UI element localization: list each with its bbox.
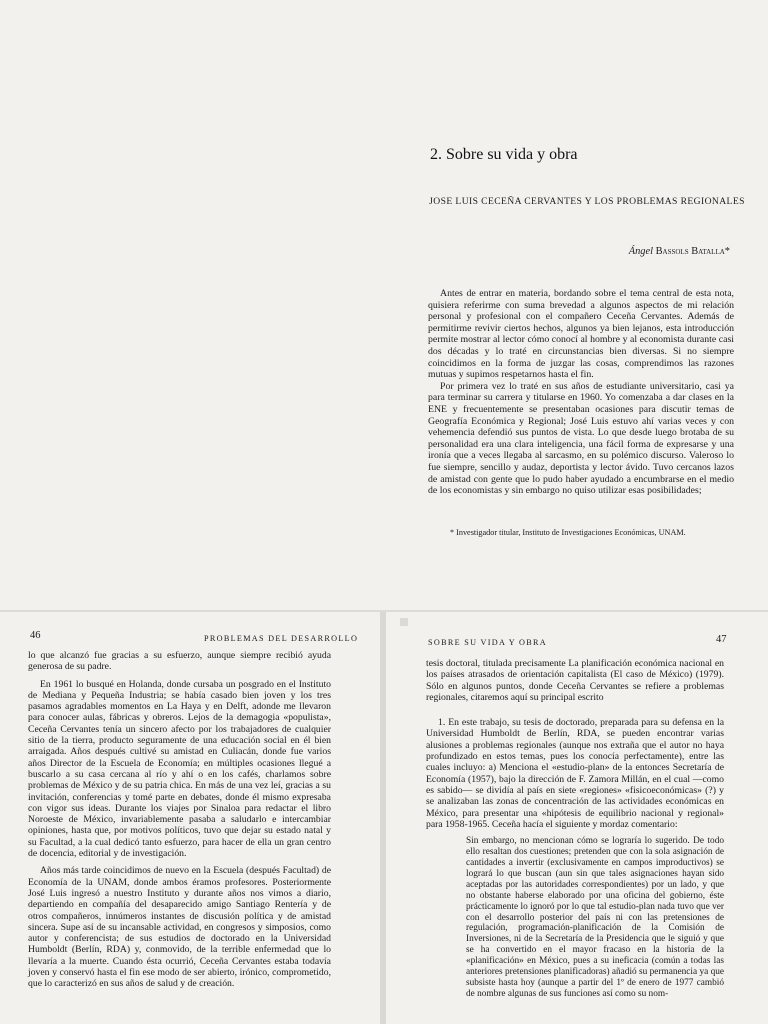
article-body [428, 288, 734, 497]
text-column [28, 650, 331, 990]
running-head: SOBRE SU VIDA Y OBRA [428, 638, 547, 647]
scan-mark [400, 618, 408, 626]
paragraph: Antes de entrar en materia, bordando sobre el tema central de esta nota, quisiera referirme con suma brevedad a algunos aspectos de mi relación personal y profesional con el compañero Ceceña Cervantes. Además de permitirme revivir ciertos hechos, algunos ya bien lejanos, esta introducción permite mostrar al lector cómo conocí al hombre y al economista durante casi dos décadas y lo traté en circunstancias bien diversas. Si no siempre coincidimos en la forma de juzgar las cosas, comprendimos las razones mutuas y supimos respetarnos hasta el fin. [428, 288, 734, 381]
paragraph: tesis doctoral, titulada precisamente La planificación económica nacional en los países atrasados de orientación capitalista (El caso de México) (1979). Sólo en algunos puntos, donde Ceceña Cervantes se refiere a problemas regionales, citaremos aquí su principal escrito [426, 658, 724, 703]
page-46 [0, 612, 380, 1024]
paragraph: Por primera vez lo traté en sus años de estudiante universitario, casi ya para terminar su carrera y titularse en 1960. Yo comenzaba a dar clases en la ENE y frecuentemente se presentaban ocasiones para discutir temas de Geografía Económica y Regional; José Luis estuvo ahí varias veces y con vehemencia defendió sus puntos de vista. Lo que desde luego brotaba de su personalidad era una clara inteligencia, una fácil forma de expresarse y una ironía que a veces llegaba al sarcasmo, en su polémico discurso. Valeroso lo fue siempre, sencillo y audaz, deportista y lector ávido. Tuvo cercanos lazos de amistad con gente que lo pudo haber ayudado a encumbrarse en el medio de los economistas y sin embargo no quiso utilizar esas posibilidades; [428, 380, 734, 497]
text-column [426, 658, 724, 1000]
chapter-heading: 2. Sobre su vida y obra [430, 146, 578, 163]
paragraph: Años más tarde coincidimos de nuevo en la Escuela (después Facultad) de Economía de la UNAM, donde ambos éramos profesores. Posteriormente José Luis ingresó a nuestro Instituto y durante años nos vimos a diario, departiendo en compañía del desaparecido amigo Santiago Rentería y de otros compañeros, innúmeros instantes de discusión política y de amistad sincera. Supe así de su incansable actividad, en congresos y simposios, como autor y conferencista; de sus estudios de doctorado en la Universidad Humboldt (Berlín, RDA) y, conmovido, de la terrible enfermedad que lo llevaría a la muerte. Cuando ésta ocurrió, Ceceña Cervantes estaba todavía joven y conservó hasta el fin ese modo de ser abierto, irónico, comprometido, que lo caracterizó en sus años de salud y de creación. [28, 865, 331, 990]
paragraph: En 1961 lo busqué en Holanda, donde cursaba un posgrado en el Instituto de Mediana y Pequeña Industria; se había casado bien joven y los tres pasamos agradables momentos en La Haya y en Delft, adonde me llevaron para conocer aulas, fábricas y obreros. Lejos de la demagogia «populista», Ceceña Cervantes tenía un sincero afecto por los trabajadores de cualquier sitio de la tierra, producto seguramente de una educación social en él bien arraigada. Años después cultivé su amistad en Culiacán, donde fue varios años Director de la Escuela de Economía; en múltiples ocasiones llegué a buscarlo a su casa cercana al río y ahí o en los cafés, charlamos sobre problemas de México y de su patria chica. En más de una vez leí, gracias a su invitación, conferencias y tomé parte en debates, donde él mismo expresaba con vigor sus ideas. Durante los viajes por Sinaloa para redactar el libro Noroeste de México, invariablemente pasaba a saludarlo e intercambiar opiniones, hasta que, por motivos políticos, tuvo que dejar su estado natal y su Facultad, a la cual dedicó tanto esfuerzo, para hacer de ella un gran centro de docencia, editorial y de investigación. [28, 678, 331, 860]
paragraph: 1. En este trabajo, su tesis de doctorado, preparada para su defensa en la Universidad Humboldt de Berlín, RDA, se pueden encontrar varias alusiones a problemas regionales (aunque nos extraña que el autor no haya profundizado en estos temas, pues los conocía perfectamente), entre las cuales incluyo: a) Menciona el «estudio-plan» de la entonces Secretaría de Economía (1957), bajo la dirección de F. Zamora Millán, en el cual —como es sabido— se dividía al país en siete «regiones» «fisicoeconómicas» (?) y se analizaban las zonas de concentración de las actividades económicas en México, para presentar una «hipótesis de equilibrio nacional y regional» para 1958-1965. Ceceña hacía el siguiente y mordaz comentario: [426, 717, 724, 830]
author-line [629, 246, 730, 257]
page-number: 47 [716, 634, 727, 645]
page-47 [386, 612, 768, 1024]
running-head: PROBLEMAS DEL DESARROLLO [204, 634, 359, 643]
author-last-name: Bassols Batalla* [655, 246, 730, 257]
paragraph: lo que alcanzó fue gracias a su esfuerzo, aunque siempre recibió ayuda generosa de su padre. [28, 650, 331, 673]
author-first-name: Ángel [628, 246, 653, 257]
page-number: 46 [30, 630, 41, 641]
block-quote: Sin embargo, no mencionan cómo se lograría lo sugerido. De todo ello resaltan dos cuestiones; pretenden que con la sola asignación de cantidades a invertir (exclusivamente en campos improductivos) se logrará lo que buscan (aun sin que tales asignaciones hayan sido aceptadas por las autoridades correspondientes) por un lado, y que no obstante haberse elaborado por una oficina del gobierno, éste prácticamente lo ignoró por lo que tal estudio-plan nada tuvo que ver con el desarrollo posterior del país ni con las pretensiones de regulación, programación-planificación de la Comisión de Inversiones, ni de la Secretaría de la Presidencia que le siguió y que se ha convertido en el mayor fracaso en la historia de la «planificación» en México, pues a su ineficacia (común a todas las anteriores pretensiones planificadoras) añadió su permanencia ya que subsiste hasta hoy (aunque a partir del 1º de enero de 1977 cambió de nombre algunas de sus funciones así como su nom- [466, 836, 724, 999]
article-title: JOSE LUIS CECEÑA CERVANTES Y LOS PROBLEMAS REGIONALES [429, 196, 745, 207]
footnote: * Investigador titular, Instituto de Investigaciones Económicas, UNAM. [450, 528, 686, 537]
